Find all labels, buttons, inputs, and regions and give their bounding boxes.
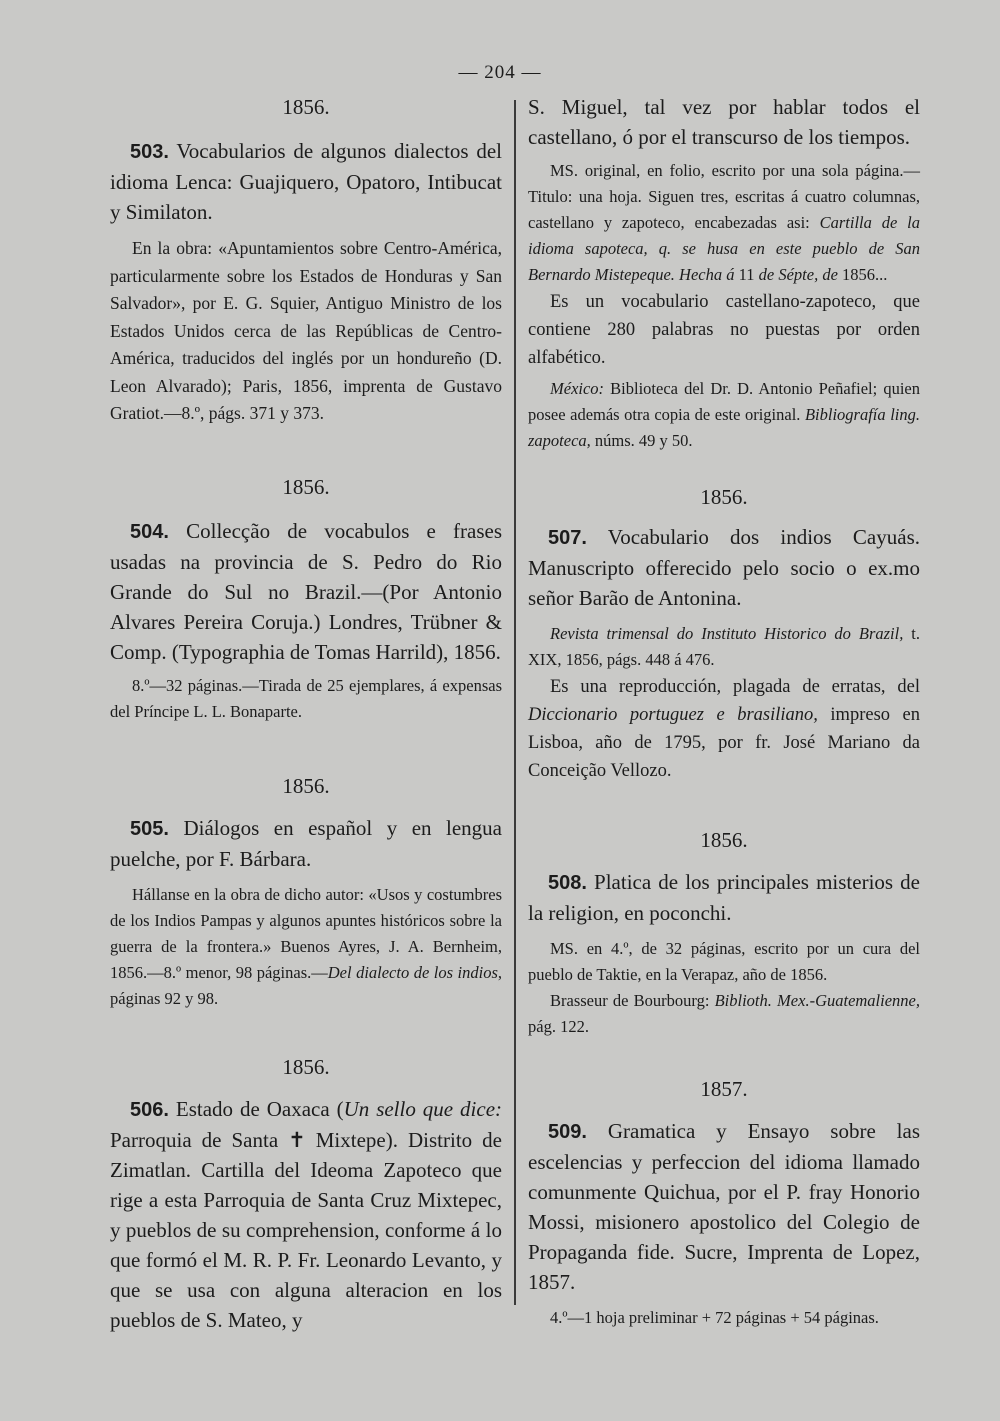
entry-title-text: Diálogos en español y en lengua puelche, por F. Bárbara. [110, 815, 503, 871]
entry-number: 508. [548, 872, 587, 894]
entry-509 [528, 1074, 920, 1331]
entry-title [110, 813, 502, 874]
entry-507 [528, 482, 920, 785]
entry-note: En la obra: «Apuntamientos sobre Centro-América, particularmente sobre los Estados de Honduras y San Salvador», por E. G. Squier, Antiguo Ministro de los Estados Unidos cerca de las Repúblicas de Centro-América, traducidos del inglés por un hondureño (D. Leon Alvarado); Paris, 1856, imprenta de Gustavo Gratiot.—8.º, págs. 371 y 373. [110, 238, 502, 423]
note-italic: Biblioth. Mex.-Guatemalienne, [714, 991, 920, 1010]
entry-note: Es un vocabulario castellano-zapoteco, que contiene 280 palabras no puestas por orden alfabético. [528, 292, 920, 368]
entry-number: 505. [130, 817, 169, 840]
right-column [528, 92, 920, 1331]
entry-506 [110, 1052, 502, 1335]
entry-number: 507. [548, 527, 587, 549]
entry-title-text: Estado de Oaxaca ( [175, 1096, 344, 1121]
entry-note: 8.º—32 páginas.—Tirada de 25 ejemplares, á expensas del Príncipe L. L. Bonaparte. [110, 675, 502, 721]
page-number: — 204 — [458, 62, 542, 83]
note-text: Brasseur de Bourbourg: [550, 991, 715, 1010]
note-text: pág. 122. [528, 1017, 589, 1036]
entry-year: 1856. [282, 95, 330, 119]
entry-title [110, 136, 502, 227]
entry-title-text: Collecção de vocabulos e frases usadas na provincia de S. Pedro do Rio Grande do Sul no Brazil.—(Por Antonio Alvares Pereira Coruja.) Londres, Trübner & Comp. (Typographia de Tomas Harrild), 1856. [110, 518, 502, 664]
entry-number: 509. [548, 1121, 587, 1143]
entry-506-continued [528, 92, 920, 454]
entry-title-text: Gramatica y Ensayo sobre las escelencias y perfeccion del idioma llamado comunmente Quichua, por el P. fray Honorio Mossi, misionero apostolico del Colegio de Propaganda fide. Sucre, Imprenta de Lopez, 1857. [528, 1119, 920, 1294]
entry-503 [110, 92, 502, 428]
entry-year: 1856. [282, 1054, 330, 1079]
note-italic: de Sépte, de [758, 265, 838, 284]
entry-title-text: Vocabulario dos indios Cayuás. Manuscripto offerecido pelo socio o ex.mo señor Barão de Antonina. [528, 525, 920, 610]
entry-year: 1856. [282, 474, 330, 499]
entry-continuation: S. Miguel, tal vez por hablar todos el castellano, ó por el transcurso de los tiempos. [528, 95, 920, 149]
entry-note [528, 621, 920, 673]
note-text: 11 [734, 265, 759, 284]
entry-504 [110, 472, 502, 725]
entry-number: 503. [130, 141, 169, 163]
column-rule [514, 100, 516, 1305]
note-italic: Diccionario portuguez e brasiliano, [528, 705, 818, 725]
note-italic: Cartilla de la idioma sapoteca, q. se husa en este pueblo de San Bernardo Mistepeque. Hecha á [528, 213, 920, 284]
note-text: 1856... [837, 265, 888, 284]
entry-year: 1856. [700, 485, 748, 509]
note-text: Biblioteca del Dr. D. Antonio Peñafiel; quien posee además otra copia de este original. [528, 379, 920, 424]
entry-note [528, 988, 920, 1040]
note-italic: Revista trimensal do Instituto Historico do Brazil, [550, 624, 904, 643]
entry-title [110, 516, 502, 667]
entry-note [528, 376, 920, 454]
entry-number: 504. [130, 520, 169, 543]
entry-title [528, 867, 920, 928]
note-text: MS. original, en folio, escrito por una sola página.—Titulo: una hoja. Siguen tres, escritas á cuatro columnas, castellano y zapoteco, encabezadas asi: [528, 161, 920, 232]
note-text: impreso en Lisboa, año de 1795, por fr. José Mariano da Conceição Vellozo. [528, 705, 921, 781]
entry-note [528, 158, 920, 288]
entry-title-text: Platica de los principales misterios de la religion, en poconchi. [528, 870, 921, 925]
entry-note: 4.º—1 hoja preliminar + 72 páginas + 54 páginas. [550, 1308, 879, 1327]
left-column [110, 92, 502, 1335]
note-text: Hállanse en la obra de dicho autor: «Usos y costumbres de los Indios Pampas y algunos apuntes históricos sobre la guerra de la frontera.» Buenos Ayres, J. A. Bernheim, 1856.—8.º menor, 98 páginas.— [110, 884, 502, 982]
note-text: Es una reproducción, plagada de erratas, del [550, 677, 920, 697]
note-italic: Del dialecto de los indios [327, 962, 498, 982]
entry-note: MS. en 4.º, de 32 páginas, escrito por un cura del pueblo de Taktie, en la Verapaz, año de 1856. [528, 939, 920, 984]
entry-number: 506. [130, 1098, 169, 1121]
note-italic: Bibliografía ling. zapoteca, [528, 405, 920, 450]
entry-505 [110, 771, 502, 1012]
entry-year: 1856. [282, 773, 330, 798]
entry-title-italic: Un sello que dice: [343, 1096, 503, 1121]
entry-title [528, 1116, 920, 1297]
entry-note [110, 882, 502, 1012]
entry-year: 1857. [700, 1077, 748, 1101]
entry-title [110, 1094, 502, 1335]
entry-title-text: Vocabularios de algunos dialectos del idioma Lenca: Guajiquero, Opatoro, Intibucat y Similaton. [110, 139, 502, 224]
note-text: t. XIX, 1856, págs. 448 á 476. [528, 624, 920, 669]
note-text: núms. 49 y 50. [590, 431, 693, 450]
entry-title-text: Parroquia de Santa ✝ Mixtepe). Distrito de Zimatlan. Cartilla del Ideoma Zapoteco que rige a esta Parroquia de Santa Cruz Mixtepec, y pueblos de su comprehension, conforme á lo que formó el M. R. P. Fr. Leonardo Levanto, y que se usa con alguna alteracion en los pueblos de S. Mateo, y [110, 1127, 502, 1332]
entry-year: 1856. [700, 828, 748, 852]
note-italic: México: [550, 379, 605, 398]
entry-note [528, 673, 920, 785]
note-text: , páginas 92 y 98. [110, 962, 502, 1008]
entry-508 [528, 825, 920, 1040]
entry-title [528, 522, 920, 613]
